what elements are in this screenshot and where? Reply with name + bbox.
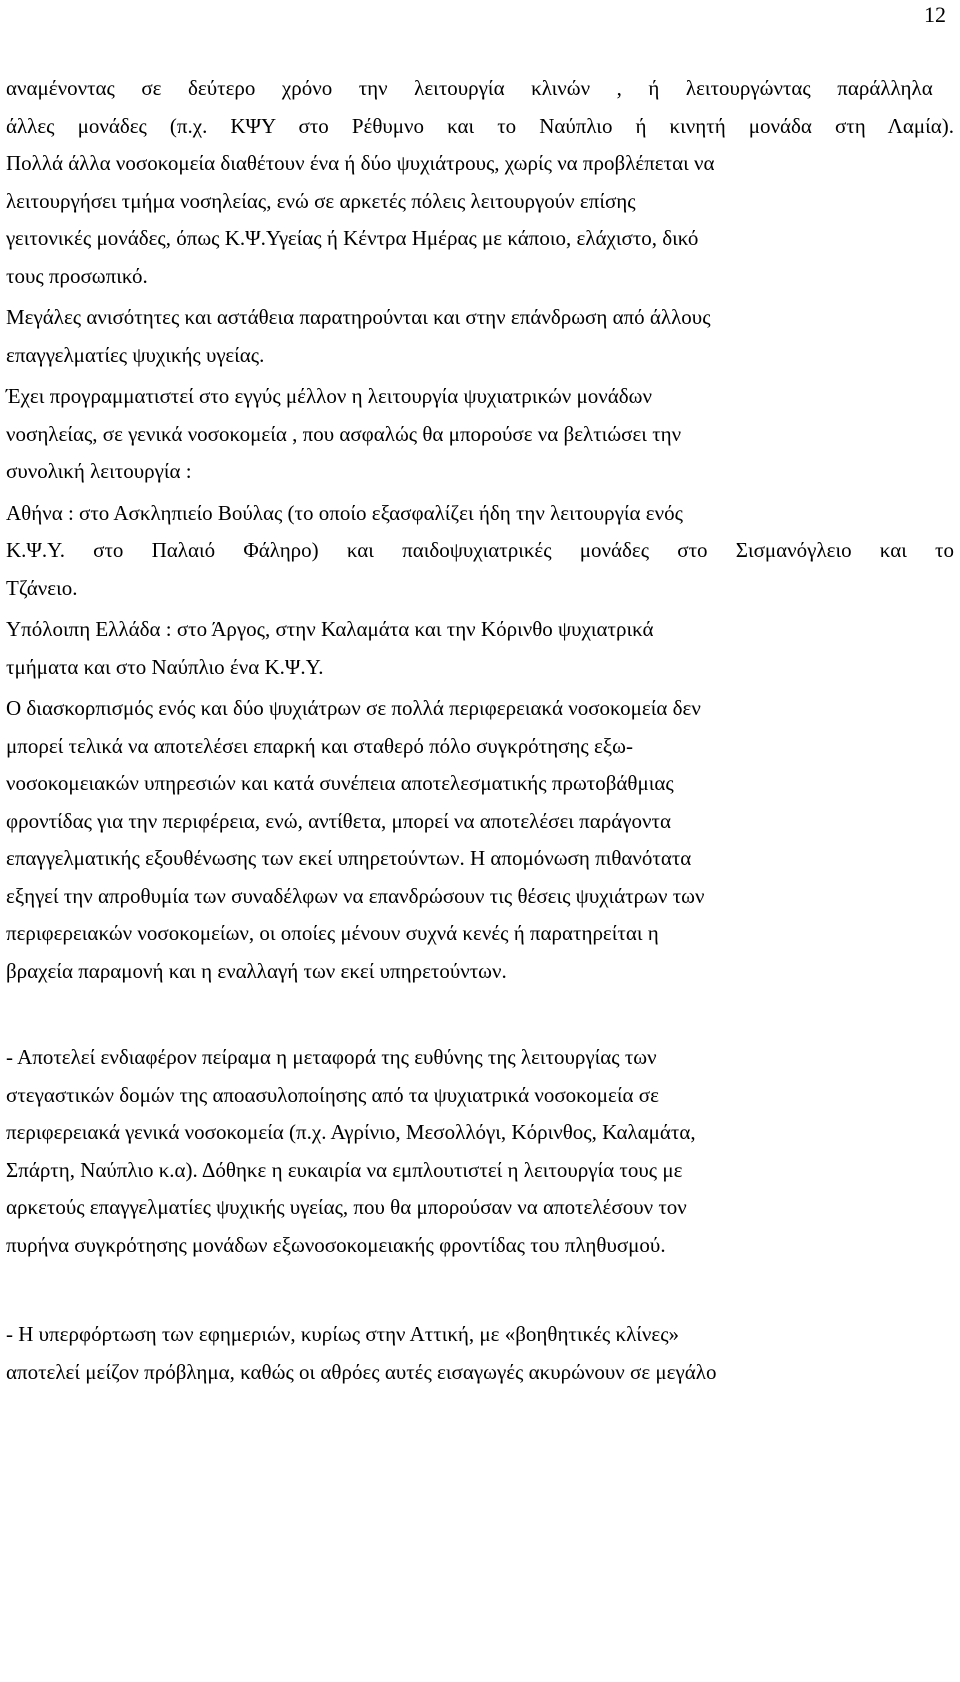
page-number: 12	[924, 2, 946, 27]
paragraph-inequalities	[6, 299, 954, 374]
text-line: επαγγελματικής εξουθένωσης των εκεί υπηρετούντων. Η απομόνωση πιθανότατα	[6, 846, 692, 870]
text-line: μπορεί τελικά να αποτελέσει επαρκή και σταθερό πόλο συγκρότησης εξω-	[6, 733, 633, 758]
text-line: λειτουργήσει τμήμα νοσηλείας, ενώ σε αρκετές πόλεις λειτουργούν επίσης	[6, 188, 636, 213]
text-line: περιφερειακών νοσοκομείων, οι οποίες μένουν συχνά κενές ή παρατηρείται η	[6, 921, 659, 945]
text-line: αποτελεί μείζον πρόβλημα, καθώς οι αθρόες αυτές εισαγωγές ακυρώνουν σε μεγάλο	[6, 1359, 717, 1384]
text-line: αναμένοντας σε δεύτερο χρόνο την λειτουργία κλινών , ή λειτουργώντας παράλληλα	[6, 76, 933, 100]
text-line: νοσοκομειακών υπηρεσιών και κατά συνέπεια αποτελεσματικής πρωτοβάθμιας	[6, 771, 674, 795]
text-line: Σπάρτη, Ναύπλιο κ.α). Δόθηκε η ευκαιρία να εμπλουτιστεί η λειτουργία τους με	[6, 1157, 683, 1182]
text-line: - Αποτελεί ενδιαφέρον πείραμα η μεταφορά της ευθύνης της λειτουργίας των	[6, 1045, 657, 1069]
text-line: Ο διασκορπισμός ενός και δύο ψυχιάτρων σε πολλά περιφερειακά νοσοκομεία δεν	[6, 696, 701, 720]
text-line: στεγαστικών δομών της αποασυλοποίησης από τα ψυχιατρικά νοσοκομεία σε	[6, 1082, 659, 1107]
text-line: νοσηλείας, σε γενικά νοσοκομεία , που ασφαλώς θα μπορούσε να βελτιώσει την	[6, 421, 682, 446]
text-line: άλλες μονάδες (π.χ. ΚΨΥ στο Ρέθυμνο και το Ναύπλιο ή κινητή μονάδα στη Λαμία).	[6, 113, 954, 138]
text-line: γειτονικές μονάδες, όπως Κ.Ψ.Υγείας ή Κέντρα Ημέρας με κάποιο, ελάχιστο, δικό	[6, 226, 699, 250]
text-line: Πολλά άλλα νοσοκομεία διαθέτουν ένα ή δύο ψυχιάτρους, χωρίς να προβλέπεται να	[6, 151, 715, 175]
text-line: - Η υπερφόρτωση των εφημεριών, κυρίως στην Αττική, με «βοηθητικές κλίνες»	[6, 1322, 680, 1346]
text-line: πυρήνα συγκρότησης μονάδων εξωνοσοκομειακής φροντίδας του πληθυσμού.	[6, 1232, 666, 1257]
paragraph-athens	[6, 495, 954, 608]
text-line: Κ.Ψ.Υ. στο Παλαιό Φάληρο) και παιδοψυχιατρικές μονάδες στο Σισμανόγλειο και το	[6, 538, 954, 562]
paragraph-dispersion	[6, 690, 954, 990]
text-line: εξηγεί την απροθυμία των συναδέλφων να επανδρώσουν τις θέσεις ψυχιάτρων των	[6, 883, 705, 908]
text-line: Μεγάλες ανισότητες και αστάθεια παρατηρούνται και στην επάνδρωση από άλλους	[6, 305, 711, 329]
paragraph-bed-shortage	[6, 70, 954, 295]
text-line: περιφερειακά γενικά νοσοκομεία (π.χ. Αγρίνιο, Μεσολλόγι, Κόρινθος, Καλαμάτα,	[6, 1120, 696, 1144]
text-line: βραχεία παραμονή και η εναλλαγή των εκεί υπηρετούντων.	[6, 958, 507, 983]
text-line: αρκετούς επαγγελματίες ψυχικής υγείας, που θα μπορούσαν να αποτελέσουν τον	[6, 1195, 687, 1219]
paragraph-bullet-housing	[6, 1039, 954, 1264]
document-body	[6, 70, 954, 1391]
paragraph-bullet-overload	[6, 1316, 954, 1391]
text-line: Αθήνα : στο Ασκληπιείο Βούλας (το οποίο εξασφαλίζει ήδη την λειτουργία ενός	[6, 500, 683, 525]
text-line: φροντίδας για την περιφέρεια, ενώ, αντίθετα, μπορεί να αποτελέσει παράγοντα	[6, 808, 671, 833]
text-line: επαγγελματίες ψυχικής υγείας.	[6, 342, 265, 367]
paragraph-rest-of-greece	[6, 611, 954, 686]
paragraph-planned-units	[6, 378, 954, 491]
text-line: τους προσωπικό.	[6, 263, 148, 288]
text-line: Τζάνειο.	[6, 575, 78, 600]
text-line: τμήματα και στο Ναύπλιο ένα Κ.Ψ.Υ.	[6, 654, 324, 679]
text-line: συνολική λειτουργία :	[6, 459, 192, 483]
text-line: Έχει προγραμματιστεί στο εγγύς μέλλον η λειτουργία ψυχιατρικών μονάδων	[6, 384, 652, 408]
text-line: Υπόλοιπη Ελλάδα : στο Άργος, στην Καλαμάτα και την Κόρινθο ψυχιατρικά	[6, 617, 654, 641]
